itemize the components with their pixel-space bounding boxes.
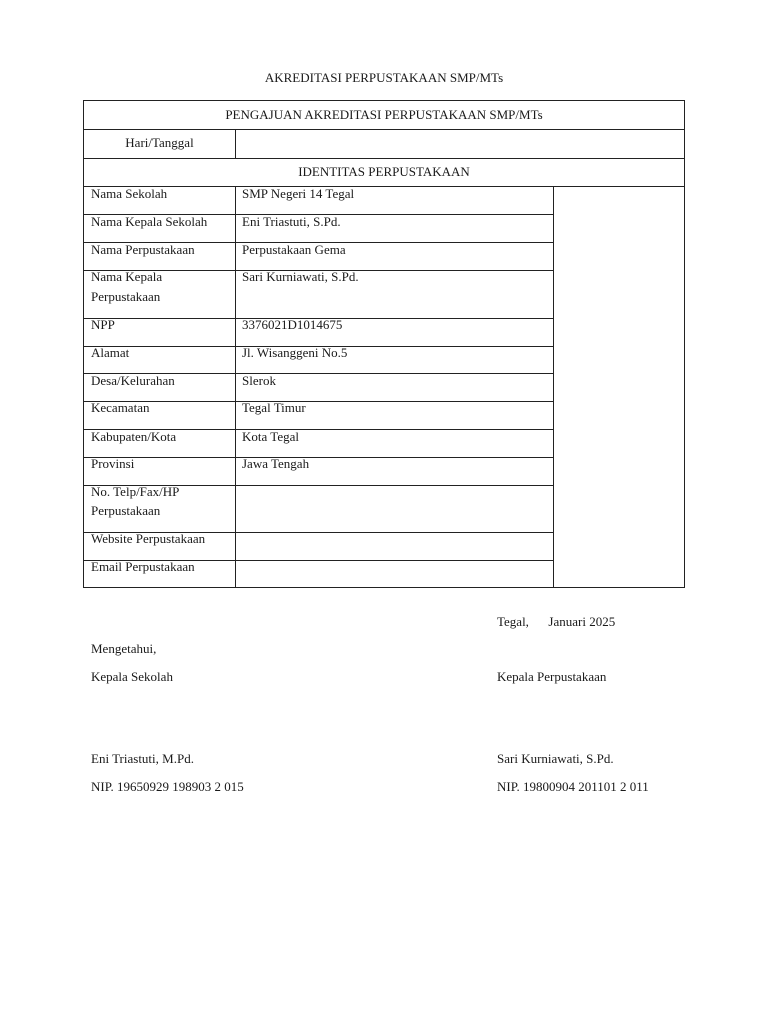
row-label: Nama Sekolah (91, 186, 168, 201)
row-value: Jl. Wisanggeni No.5 (242, 345, 348, 360)
accreditation-form (83, 100, 685, 588)
divider (235, 129, 236, 158)
row-label-line2: Perpustakaan (91, 503, 161, 518)
row-label: Website Perpustakaan (91, 531, 206, 546)
divider (84, 457, 554, 458)
row-label: NPP (91, 317, 115, 332)
divider (553, 186, 554, 588)
left-signer-nip: NIP. 19650929 198903 2 015 (91, 779, 244, 794)
row-label: Alamat (91, 345, 130, 360)
form-header: PENGAJUAN AKREDITASI PERPUSTAKAAN SMP/MTs (225, 107, 543, 122)
row-value: Eni Triastuti, S.Pd. (242, 214, 341, 229)
row-label: No. Telp/Fax/HP (91, 484, 180, 499)
document-title: AKREDITASI PERPUSTAKAAN SMP/MTs (264, 70, 504, 85)
row-label: Nama Kepala Sekolah (91, 214, 208, 229)
right-signer-name: Sari Kurniawati, S.Pd. (497, 751, 614, 766)
row-value: SMP Negeri 14 Tegal (242, 186, 355, 201)
row-label: Provinsi (91, 456, 135, 471)
right-signer-role: Kepala Perpustakaan (497, 669, 607, 684)
row-label: Kecamatan (91, 400, 150, 415)
row-value: 3376021D1014675 (242, 317, 343, 332)
left-signer-name: Eni Triastuti, M.Pd. (91, 751, 194, 766)
divider (84, 401, 554, 402)
acknowledged-label: Mengetahui, (91, 641, 157, 656)
divider (235, 186, 236, 588)
right-signer-nip: NIP. 19800904 201101 2 011 (497, 779, 649, 794)
left-signer-role: Kepala Sekolah (91, 669, 173, 684)
section-title: IDENTITAS PERPUSTAKAAN (298, 164, 470, 179)
row-value: Kota Tegal (242, 429, 299, 444)
row-value: Slerok (242, 373, 276, 388)
row-value: Sari Kurniawati, S.Pd. (242, 269, 359, 284)
row-label: Desa/Kelurahan (91, 373, 175, 388)
row-value: Tegal Timur (242, 400, 306, 415)
date-label: Hari/Tanggal (125, 135, 194, 150)
row-label-line2: Perpustakaan (91, 289, 161, 304)
place-date: Tegal, Januari 2025 (497, 614, 616, 629)
row-value: Jawa Tengah (242, 456, 310, 471)
row-label: Email Perpustakaan (91, 559, 195, 574)
divider (84, 186, 684, 187)
row-label: Nama Perpustakaan (91, 242, 195, 257)
row-label: Nama Kepala (91, 269, 163, 284)
row-value: Perpustakaan Gema (242, 242, 346, 257)
row-label: Kabupaten/Kota (91, 429, 177, 444)
